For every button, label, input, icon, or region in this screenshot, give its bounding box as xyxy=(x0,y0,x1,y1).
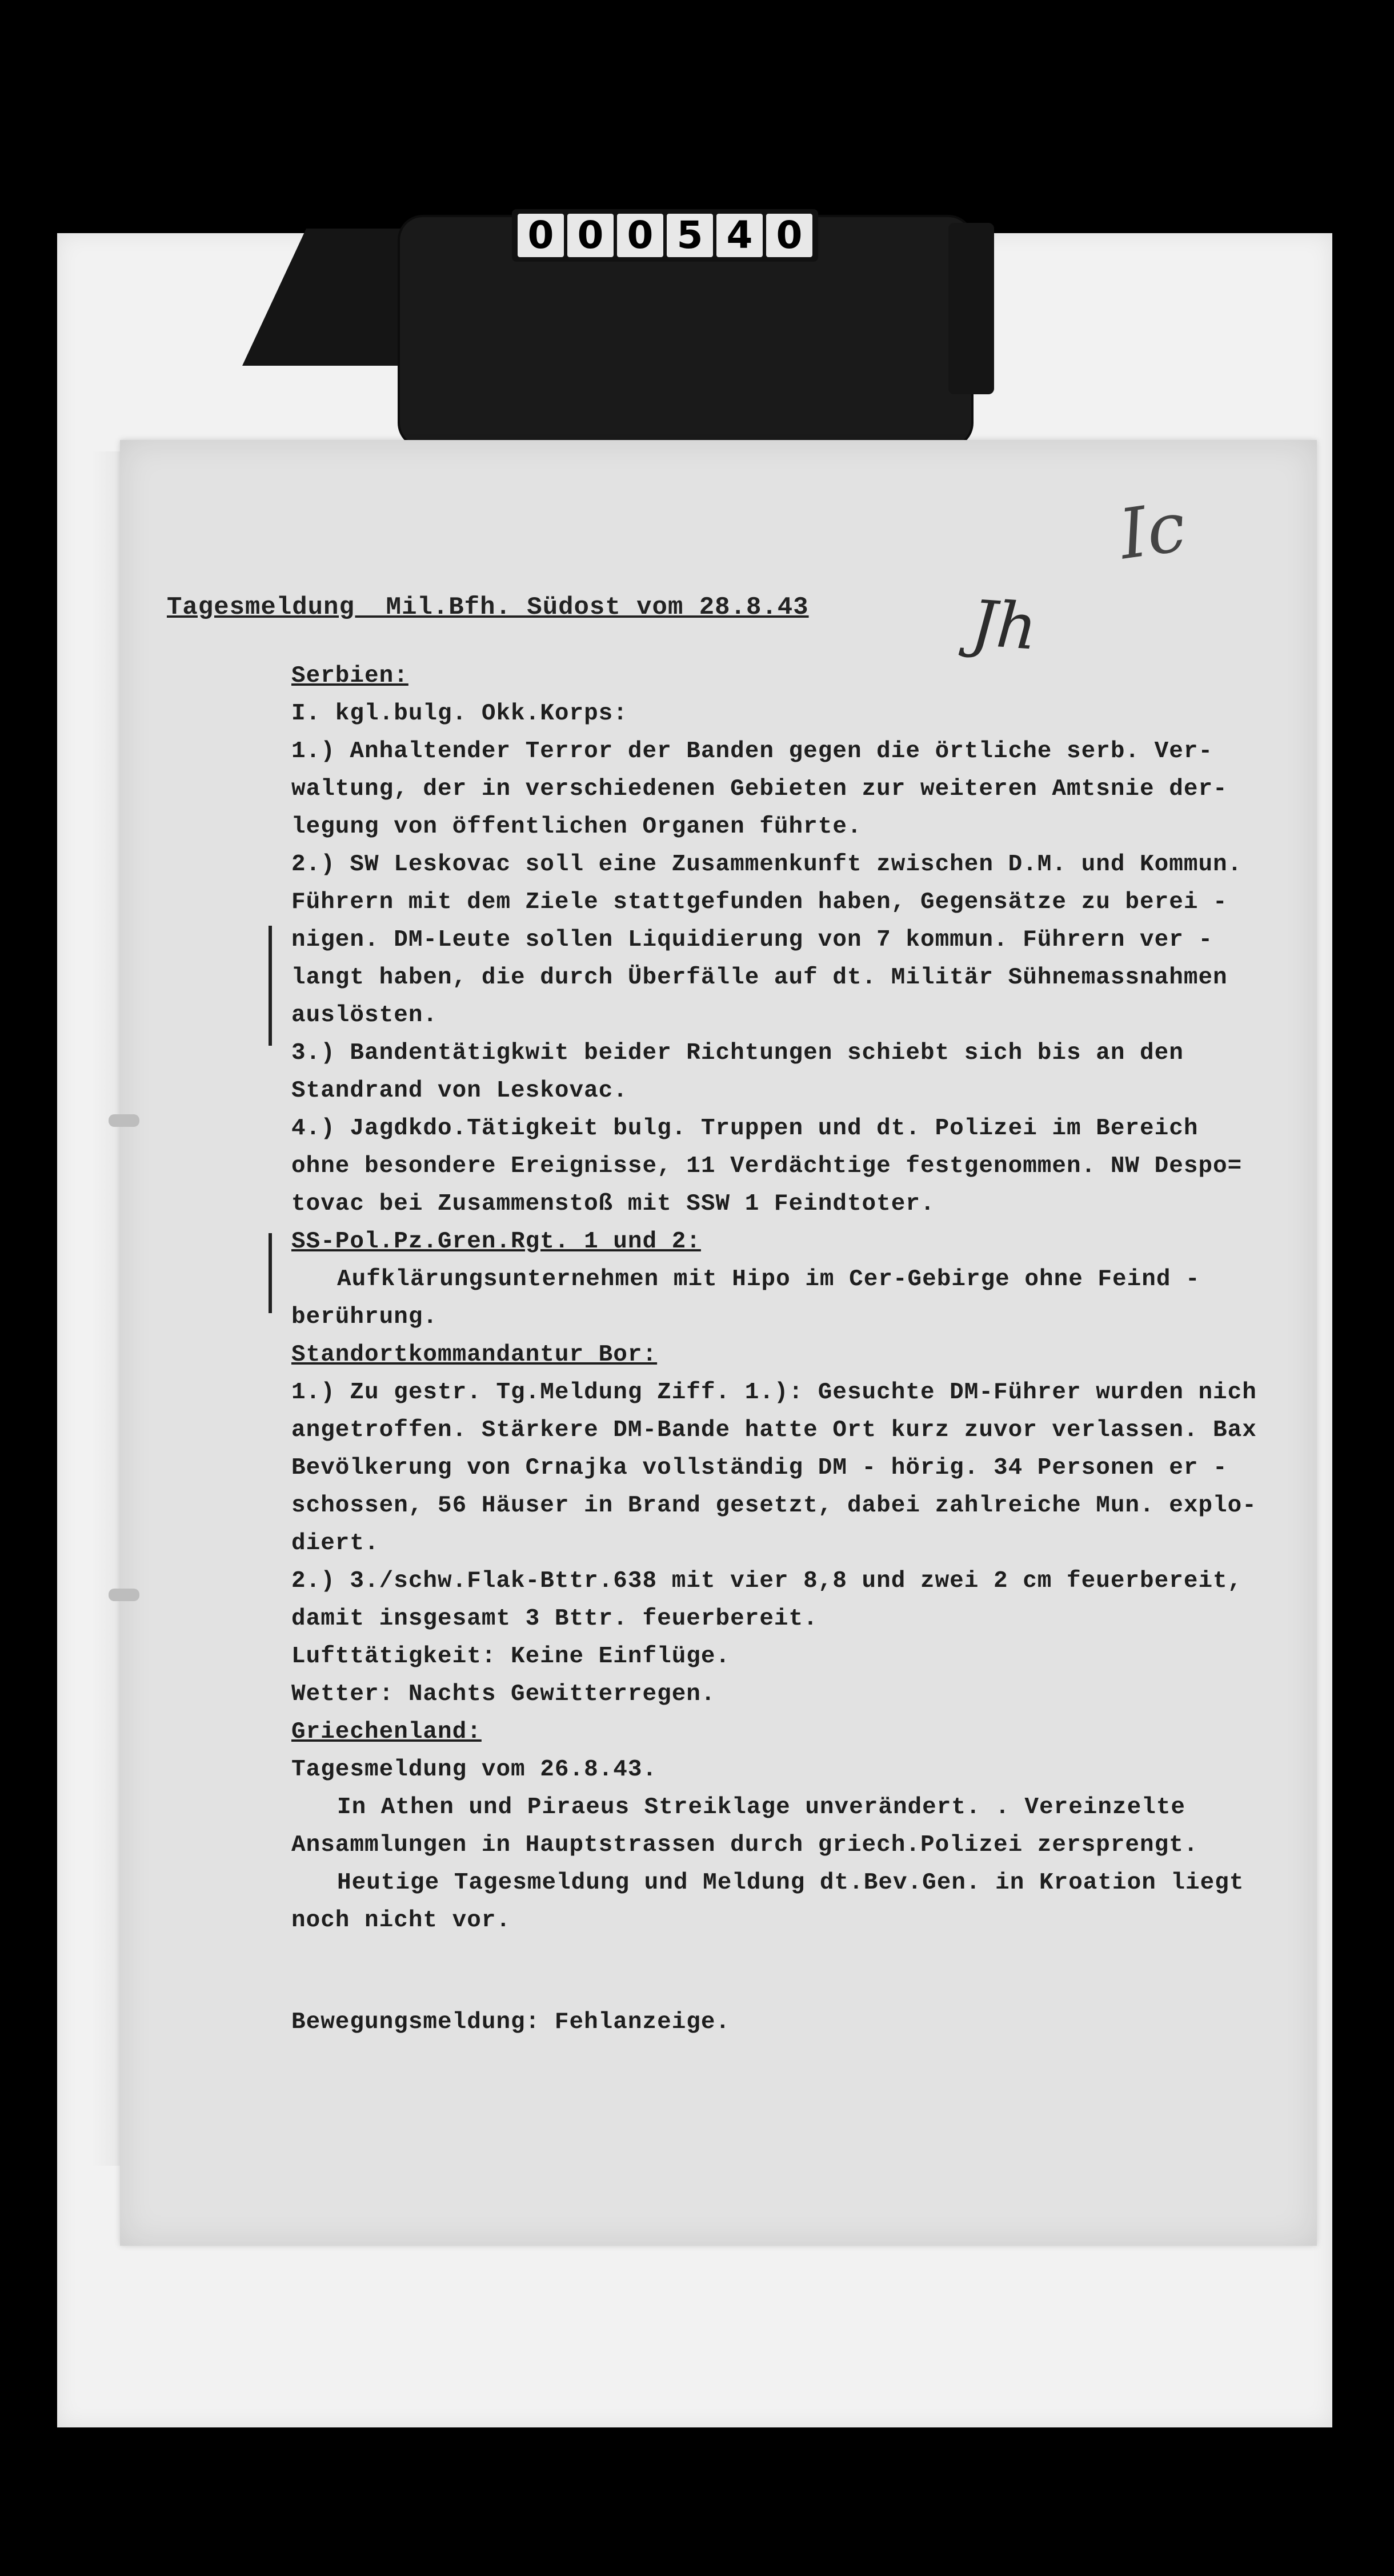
text-line: Ansammlungen in Hauptstrassen durch griech.Polizei zersprengt. xyxy=(291,1832,1199,1858)
text-line: Tagesmeldung vom 26.8.43. xyxy=(291,1757,658,1783)
text-line: angetroffen. Stärkere DM-Bande hatte Ort kurz zuvor verlassen. Bax xyxy=(291,1417,1257,1443)
document-footer: Bewegungsmeldung: Fehlanzeige. xyxy=(291,2009,731,2035)
text-line: 2.) 3./schw.Flak-Bttr.638 mit vier 8,8 und zwei 2 cm feuerbereit, xyxy=(291,1568,1243,1594)
text-line: tovac bei Zusammenstoß mit SSW 1 Feindtoter. xyxy=(291,1191,935,1217)
text-line: Aufklärungsunternehmen mit Hipo im Cer-Gebirge ohne Feind - xyxy=(337,1266,1200,1293)
counter-digit: 0 xyxy=(766,214,812,257)
spacer xyxy=(291,1939,1297,2003)
text-line: Führern mit dem Ziele stattgefunden haben, Gegensätze zu berei - xyxy=(291,889,1228,915)
text-line: diert. xyxy=(291,1530,379,1557)
text-line: Serbien: xyxy=(291,663,408,689)
text-line: auslösten. xyxy=(291,1002,438,1029)
document-heading: Tagesmeldung Mil.Bfh. Südost vom 28.8.43 xyxy=(167,593,809,622)
text-line: langt haben, die durch Überfälle auf dt. Militär Sühnemassnahmen xyxy=(291,965,1228,991)
text-line: Wetter: Nachts Gewitterregen. xyxy=(291,1681,716,1707)
handwritten-office-mark: Ic xyxy=(1114,487,1191,575)
text-line: waltung, der in verschiedenen Gebieten zur weiteren Amtsnie der- xyxy=(291,776,1228,802)
handwritten-initial: Jh xyxy=(968,586,1040,664)
text-line: 2.) SW Leskovac soll eine Zusammenkunft zwischen D.M. und Kommun. xyxy=(291,851,1243,878)
counter-digit: 0 xyxy=(567,214,614,257)
text-line: Bevölkerung von Crnajka vollständig DM - hörig. 34 Personen er - xyxy=(291,1455,1228,1481)
text-line: schossen, 56 Häuser in Brand gesetzt, dabei zahlreiche Mun. explo- xyxy=(291,1493,1257,1519)
text-line: 1.) Anhaltender Terror der Banden gegen die örtliche serb. Ver- xyxy=(291,738,1213,765)
text-line: Standortkommandantur Bor: xyxy=(291,1342,658,1368)
text-line: 4.) Jagdkdo.Tätigkeit bulg. Truppen und dt. Polizei im Bereich xyxy=(291,1115,1199,1142)
text-line: berührung. xyxy=(291,1304,438,1330)
paper-spot xyxy=(109,1589,139,1601)
text-line: Heutige Tagesmeldung und Meldung dt.Bev.Gen. in Kroation liegt xyxy=(337,1870,1244,1896)
text-line: I. kgl.bulg. Okk.Korps: xyxy=(291,701,628,727)
counter-digit: 4 xyxy=(716,214,763,257)
text-line: In Athen und Piraeus Streiklage unverändert. . Vereinzelte xyxy=(337,1794,1186,1821)
frame-counter xyxy=(512,209,818,262)
counter-digit: 5 xyxy=(667,214,713,257)
document-body xyxy=(291,657,1297,2041)
text-line: Standrand von Leskovac. xyxy=(291,1078,628,1104)
text-line: 3.) Bandentätigkwit beider Richtungen schiebt sich bis an den xyxy=(291,1040,1184,1066)
text-line: nigen. DM-Leute sollen Liquidierung von 7 kommun. Führern ver - xyxy=(291,927,1213,953)
counter-digit: 0 xyxy=(518,214,564,257)
margin-mark xyxy=(269,926,272,1046)
text-line: Lufttätigkeit: Keine Einflüge. xyxy=(291,1643,731,1670)
text-line: legung von öffentlichen Organen führte. xyxy=(291,814,862,840)
clamp-arm-right xyxy=(948,223,994,394)
text-line: 1.) Zu gestr. Tg.Meldung Ziff. 1.): Gesuchte DM-Führer wurden nich xyxy=(291,1379,1257,1406)
text-line: ohne besondere Ereignisse, 11 Verdächtige festgenommen. NW Despo= xyxy=(291,1153,1243,1179)
counter-digit: 0 xyxy=(617,214,663,257)
text-line: noch nicht vor. xyxy=(291,1907,511,1934)
margin-mark xyxy=(269,1233,272,1313)
text-line: damit insgesamt 3 Bttr. feuerbereit. xyxy=(291,1606,818,1632)
text-line: Griechenland: xyxy=(291,1719,482,1745)
text-line: SS-Pol.Pz.Gren.Rgt. 1 und 2: xyxy=(291,1229,701,1255)
paper-spot xyxy=(109,1114,139,1127)
